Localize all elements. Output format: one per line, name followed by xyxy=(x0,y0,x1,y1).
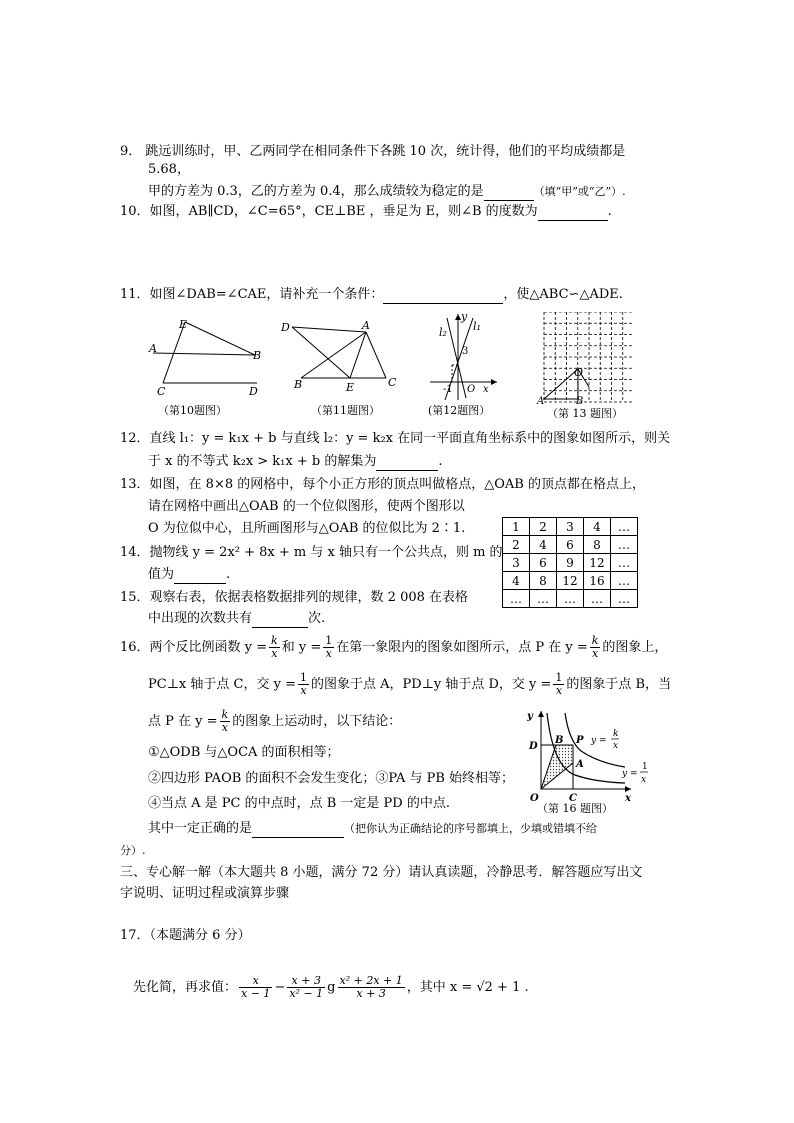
q16-answer-note-end: 分）. xyxy=(120,844,146,857)
q16-line2 xyxy=(148,670,671,700)
frac-k-over-x xyxy=(269,635,280,660)
q17-heading: 17．（本题满分 6 分） xyxy=(120,928,251,943)
q17-g: g xyxy=(327,980,336,995)
table-cell: … xyxy=(611,536,638,554)
q16-answer-line xyxy=(148,820,597,838)
table-cell: 4 xyxy=(584,518,611,536)
frac-den: x² − 1 xyxy=(289,987,324,1000)
f16-eq-k-num: k xyxy=(613,729,619,739)
f10-label-C: C xyxy=(157,385,166,398)
q12-answer-blank[interactable] xyxy=(376,456,438,471)
f12-label-neg1: -1 xyxy=(443,384,453,395)
q16-answer-prompt: 其中一定正确的是 xyxy=(148,821,253,836)
q17-condition: ，其中 x = √2 + 1 . xyxy=(406,980,529,995)
f11-label-D: D xyxy=(281,321,290,334)
q16-l1c: 在第一象限内的图象如图所示，点 P 在 y = xyxy=(336,640,588,655)
figure-13-caption: （第 13 题图） xyxy=(547,407,623,420)
q15-answer-blank[interactable] xyxy=(252,613,308,628)
f16-label-y: y xyxy=(527,711,533,722)
frac-den: x xyxy=(221,721,228,734)
q16-conclusion-4: ④当点 A 是 PC 的中点时，点 B 一定是 PD 的中点. xyxy=(148,796,450,811)
frac-num: 1 xyxy=(555,671,563,684)
q14-line2 xyxy=(148,566,230,584)
table-cell: … xyxy=(611,554,638,572)
figure-16 xyxy=(525,705,660,805)
f12-label-l1: l₁ xyxy=(473,320,481,333)
f16-label-P: P xyxy=(576,735,584,746)
table-cell: 4 xyxy=(503,572,530,590)
f16-label-D: D xyxy=(529,741,538,752)
table-cell: 9 xyxy=(557,554,584,572)
q15-line2 xyxy=(148,610,325,628)
q11-question: 11．如图∠DAB=∠CAE，请补充一个条件： xyxy=(120,287,384,302)
q17-frac-1 xyxy=(239,975,272,1000)
frac-den: x xyxy=(555,684,563,697)
f11-label-B: B xyxy=(294,378,303,391)
frac-1-over-x xyxy=(553,672,564,697)
q17-prompt: 先化简，再求值： xyxy=(133,980,238,995)
q16-answer-blank[interactable] xyxy=(252,823,344,838)
section-3-line1: 三、专心解一解（本大题共 8 小题，满分 72 分）请认真读题，冷静思考．解答题应写出文 xyxy=(120,865,643,880)
table-row xyxy=(503,554,638,572)
table-cell: 16 xyxy=(584,572,611,590)
frac-num: k xyxy=(271,634,278,647)
f16-eq-1-den: x xyxy=(641,775,647,785)
q14-line1: 14．抛物线 y = 2x² + 8x + m 与 x 轴只有一个公共点，则 m 的 xyxy=(120,545,503,560)
f11-label-E: E xyxy=(346,381,355,394)
q16-l1a: 16．两个反比例函数 y = xyxy=(120,640,268,655)
table-cell: … xyxy=(530,590,557,608)
table-cell: 12 xyxy=(584,554,611,572)
table-cell: … xyxy=(611,572,638,590)
table-cell: 8 xyxy=(530,572,557,590)
f10-label-D: D xyxy=(249,385,258,398)
q16-l3b: 的图象上运动时，以下结论： xyxy=(232,714,402,729)
q16-line3 xyxy=(148,707,401,737)
figure-12 xyxy=(425,310,505,402)
q17-frac-3 xyxy=(338,975,405,1000)
q15-end: 次. xyxy=(308,611,326,626)
table-cell: 6 xyxy=(530,554,557,572)
f12-label-x: x xyxy=(483,384,489,395)
frac-num: x² + 2x + 1 xyxy=(339,974,403,987)
q13-line1: 13．如图，在 8×8 的网格中，每个小正方形的顶点叫做格点，△OAB 的顶点都在格点上， xyxy=(120,477,645,492)
frac-num: k xyxy=(221,708,229,721)
f16-eq-1: y = xyxy=(622,769,638,779)
f12-label-O: O xyxy=(467,384,476,395)
q11-suffix: ，使△ABC∽△ADE. xyxy=(503,287,623,302)
frac-den: x xyxy=(591,647,599,660)
q10-answer-blank[interactable] xyxy=(538,206,608,221)
f16-eq-k: y = xyxy=(591,736,607,746)
q13-line2: 请在网格中画出△OAB 的一个位似图形，使两个图形以 xyxy=(148,499,465,514)
f16-label-B: B xyxy=(555,735,564,746)
q11-text xyxy=(120,286,623,304)
q13-line3: O 为位似中心，且所画图形与△OAB 的位似比为 2∶1. xyxy=(148,521,466,536)
frac-1-over-x xyxy=(323,635,334,660)
table-cell: … xyxy=(503,590,530,608)
table-cell: 4 xyxy=(530,536,557,554)
frac-num: 1 xyxy=(325,634,333,647)
q17-minus: − xyxy=(274,980,286,995)
frac-den: x xyxy=(300,684,307,697)
frac-num: x + 3 xyxy=(287,975,325,988)
f11-label-C: C xyxy=(388,376,397,389)
q9-line1b: 5.68， xyxy=(148,162,190,177)
q17-frac-2 xyxy=(287,975,325,1000)
frac-den: x − 1 xyxy=(241,987,271,1000)
figure-10 xyxy=(145,315,270,400)
frac-num: k xyxy=(591,634,599,647)
table-row xyxy=(503,536,638,554)
table-row xyxy=(503,518,638,536)
q17-expression xyxy=(133,968,529,1008)
q16-answer-note: （把你认为正确结论的序号都填上，少填或错填不给 xyxy=(344,822,598,835)
q9-line2 xyxy=(148,183,626,201)
f10-label-E: E xyxy=(179,318,188,331)
table-cell: 8 xyxy=(584,536,611,554)
f13-label-B: B xyxy=(576,396,584,407)
table-row xyxy=(503,572,638,590)
frac-num: x xyxy=(239,975,272,988)
f10-label-A: A xyxy=(149,342,157,355)
q15-line2-text: 中出现的次数共有 xyxy=(148,611,253,626)
q16-conclusion-1: ①△ODB 与△OCA 的面积相等； xyxy=(148,745,340,760)
q16-l2c: 的图象于点 B，当 xyxy=(566,677,672,692)
f11-label-A: A xyxy=(362,319,370,332)
f16-label-A: A xyxy=(576,759,584,770)
q10-end: . xyxy=(607,204,612,219)
table-cell: … xyxy=(611,518,638,536)
f16-eq-k-den: x xyxy=(613,741,619,751)
frac-den: x xyxy=(325,647,332,660)
q9-line2-suffix: （填“甲”或“乙”）. xyxy=(533,185,626,198)
q16-l2a: PC⊥x 轴于点 C，交 y = xyxy=(148,677,296,692)
q16-l1d: 的图象上， xyxy=(602,640,668,655)
frac-k-over-x xyxy=(220,709,231,734)
f12-label-l2: l₂ xyxy=(439,326,447,339)
f16-eq-1-num: 1 xyxy=(642,762,648,772)
q14-end: . xyxy=(226,567,231,582)
f16-label-C: C xyxy=(569,793,577,804)
f16-label-O: O xyxy=(530,793,539,804)
q14-line2-text: 值为 xyxy=(148,567,175,582)
frac-1-over-x xyxy=(298,672,309,697)
table-cell: 2 xyxy=(530,518,557,536)
q9-line2-text: 甲的方差为 0.3，乙的方差为 0.4，那么成绩较为稳定的是 xyxy=(148,184,484,199)
q12-line1: 12．直线 l₁：y = k₁x + b 与直线 l₂：y = k₂x 在同一平面直角坐标系中的图象如图所示，则关 xyxy=(120,431,671,446)
q16-l3a: 点 P 在 y = xyxy=(148,714,218,729)
frac-den: x + 3 xyxy=(356,987,386,1000)
table-cell: 6 xyxy=(557,536,584,554)
q9-answer-blank[interactable] xyxy=(484,186,534,201)
q14-answer-blank[interactable] xyxy=(174,569,226,584)
table-cell: 3 xyxy=(503,554,530,572)
figure-11-caption: （第11题图） xyxy=(311,404,380,417)
figure-12-caption: (第12题图） xyxy=(428,404,491,417)
frac-den: x xyxy=(271,647,278,660)
q9-line1: 9． 跳远训练时，甲、乙两同学在相同条件下各跳 10 次，统计得，他们的平均成绩都是 xyxy=(120,144,626,159)
table-row xyxy=(503,590,638,608)
q15-line1: 15．观察右表，依据表格数据排列的规律，数 2 008 在表格 xyxy=(120,590,469,605)
q16-l1b: 和 y = xyxy=(281,640,322,655)
figure-13 xyxy=(532,312,632,407)
q12-end: . xyxy=(438,454,443,469)
q10-text xyxy=(120,203,612,221)
q10-question: 10．如图，AB∥CD，∠C=65°，CE⊥BE ，垂足为 E，则∠B 的度数为 xyxy=(120,204,538,219)
frac-num: 1 xyxy=(299,671,307,684)
f10-label-B: B xyxy=(253,349,262,362)
table-cell: 3 xyxy=(557,518,584,536)
table-cell: 2 xyxy=(503,536,530,554)
f12-label-y: y xyxy=(461,310,468,323)
figure-10-caption: （第10题图） xyxy=(158,404,227,417)
q16-conclusion-2: ②四边形 PAOB 的面积不会发生变化；③PA 与 PB 始终相等； xyxy=(148,771,515,786)
table-cell: … xyxy=(557,590,584,608)
table-cell: 1 xyxy=(503,518,530,536)
frac-k-over-x xyxy=(590,635,601,660)
table-cell: … xyxy=(611,590,638,608)
table-cell: 12 xyxy=(557,572,584,590)
f16-label-x: x xyxy=(625,793,631,804)
f13-label-O: O xyxy=(574,366,584,379)
section-3-line2: 字说明、证明过程或演算步骤 xyxy=(120,886,290,901)
q12-line2 xyxy=(148,453,442,471)
f12-label-3: 3 xyxy=(462,346,469,357)
q12-line2-text: 于 x 的不等式 k₂x > k₁x + b 的解集为 xyxy=(148,454,377,469)
figure-11 xyxy=(278,318,403,398)
table-cell: … xyxy=(584,590,611,608)
q16-l2b: 的图象于点 A，PD⊥y 轴于点 D，交 y = xyxy=(310,677,552,692)
f13-label-A: A xyxy=(537,396,545,407)
pattern-table xyxy=(502,517,638,608)
figure-16-caption: （第 16 题图） xyxy=(537,802,613,815)
q16-line1 xyxy=(120,633,667,663)
q11-answer-blank[interactable] xyxy=(383,289,503,304)
